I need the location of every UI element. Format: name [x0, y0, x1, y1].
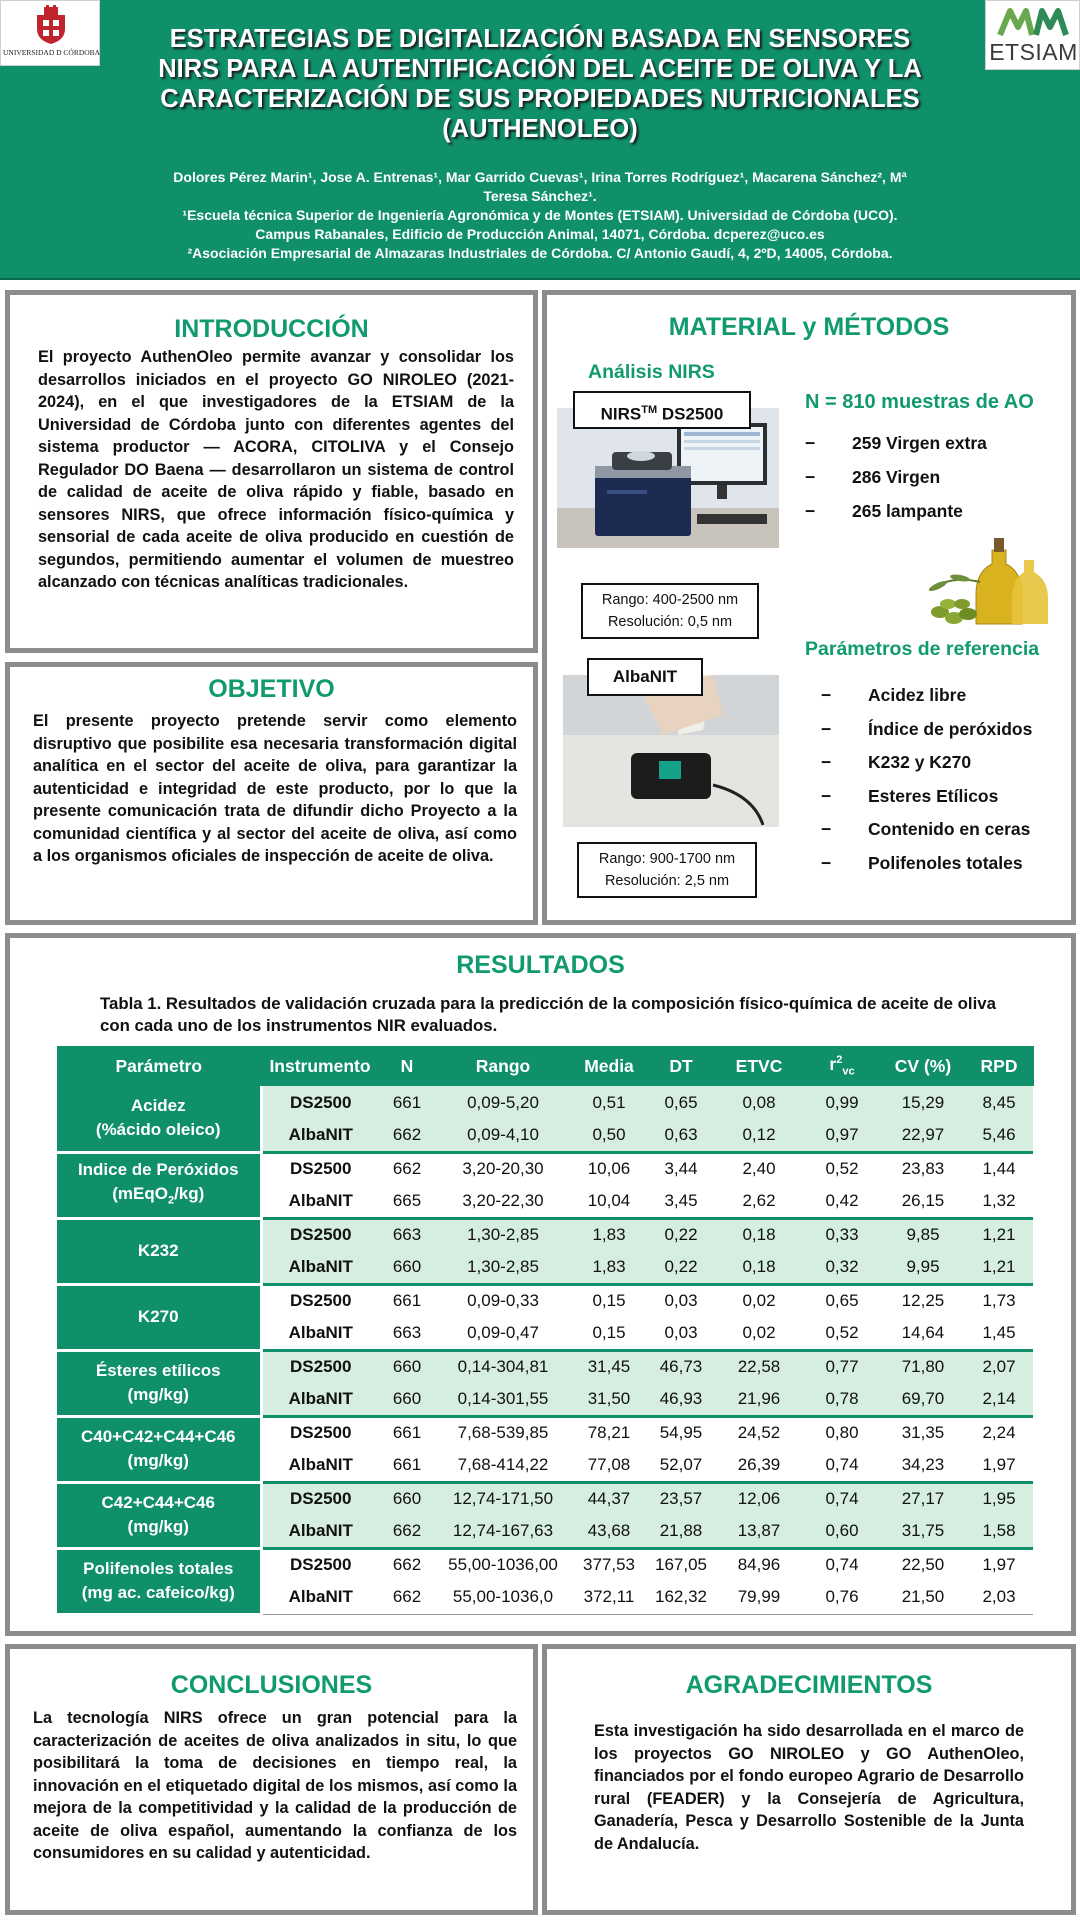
objective-text: El presente proyecto pretende servir como elemento disruptivo que posibilite esa necesaria transformación digital analítica en el sector del aceite de oliva, para garantizar la autenticidad e integridad de este producto, por lo que la presente comunicación trata de difundir dicho Proyecto a la comunidad científica y al sector del aceite de oliva, así como a los organismos oficiales de inspección de aceite de oliva. — [33, 712, 517, 865]
instrument-cell: AlbaNIT — [261, 1515, 379, 1548]
affiliation-line: ²Asociación Empresarial de Almazaras Industriales de Córdoba. C/ Antonio Gaudí, 4, 2ºD, 14005, Córdoba. — [187, 245, 893, 261]
col-header: DT — [647, 1046, 715, 1086]
dash-icon: − — [821, 852, 832, 873]
value-cell: 0,18 — [715, 1251, 803, 1284]
introduction-panel — [5, 290, 538, 653]
instrument-cell: AlbaNIT — [261, 1383, 379, 1416]
col-header: CV (%) — [881, 1046, 965, 1086]
value-cell: 0,60 — [803, 1515, 881, 1548]
albanit-label: AlbaNIT — [587, 658, 703, 696]
value-cell: 0,02 — [715, 1284, 803, 1317]
instrument-cell: DS2500 — [261, 1482, 379, 1515]
value-cell: 0,51 — [571, 1086, 647, 1119]
value-cell: 1,21 — [965, 1251, 1033, 1284]
parameter-unit — [57, 1581, 260, 1605]
ds2500-range: Rango: 400-2500 nm — [601, 592, 739, 608]
instrument-cell: AlbaNIT — [261, 1251, 379, 1284]
results-table-body — [57, 1086, 1033, 1614]
value-cell: 660 — [379, 1251, 435, 1284]
value-cell: 12,06 — [715, 1482, 803, 1515]
table-row — [57, 1548, 1033, 1581]
value-cell: 12,74-167,63 — [435, 1515, 571, 1548]
parameter-cell — [57, 1152, 261, 1218]
value-cell: 21,88 — [647, 1515, 715, 1548]
value-cell: 0,02 — [715, 1317, 803, 1350]
value-cell: 0,09-0,33 — [435, 1284, 571, 1317]
value-cell: 0,52 — [803, 1152, 881, 1185]
value-cell: 0,03 — [647, 1317, 715, 1350]
crest-icon — [34, 5, 68, 45]
title-line: NIRS PARA LA AUTENTIFICACIÓN DEL ACEITE DE OLIVA Y LA — [158, 55, 922, 83]
value-cell: 663 — [379, 1218, 435, 1251]
albanit-resolution: Resolución: 2,5 nm — [604, 873, 730, 889]
col-header: RPD — [965, 1046, 1033, 1086]
parameter-name: Indice de Peróxidos — [77, 1159, 239, 1179]
parameter-unit — [57, 1118, 260, 1142]
value-cell: 0,63 — [647, 1119, 715, 1152]
value-cell: 662 — [379, 1548, 435, 1581]
value-cell: 22,58 — [715, 1350, 803, 1383]
title-line: ESTRATEGIAS DE DIGITALIZACIÓN BASADA EN SENSORES — [169, 25, 911, 53]
value-cell: 660 — [379, 1482, 435, 1515]
sample-label: 259 Virgen extra — [852, 433, 987, 453]
value-cell: 0,74 — [803, 1449, 881, 1482]
value-cell: 660 — [379, 1350, 435, 1383]
acknowledgements-text: Esta investigación ha sido desarrollada en el marco de los proyectos GO NIROLEO y GO AuthenOleo, financiados por el fondo europeo Agrario de Desarrollo rural (FEADER) y la Consejería de Agricultura, Ganadería, Pesca y Desarrollo Sostenible de la Junta de Andalucía. — [594, 1722, 1024, 1853]
value-cell: 9,85 — [881, 1218, 965, 1251]
parameter-cell — [57, 1416, 261, 1482]
value-cell: 660 — [379, 1383, 435, 1416]
value-cell: 31,50 — [571, 1383, 647, 1416]
value-cell: 167,05 — [647, 1548, 715, 1581]
list-item — [821, 719, 1071, 753]
value-cell: 2,14 — [965, 1383, 1033, 1416]
value-cell: 55,00-1036,0 — [435, 1581, 571, 1614]
value-cell: 0,99 — [803, 1086, 881, 1119]
value-cell: 78,21 — [571, 1416, 647, 1449]
value-cell: 7,68-539,85 — [435, 1416, 571, 1449]
unit-subscript: 2 — [167, 1194, 175, 1207]
ds2500-label — [573, 391, 751, 429]
parameter-unit — [57, 1449, 260, 1473]
value-cell: 2,03 — [965, 1581, 1033, 1614]
value-cell: 1,95 — [965, 1482, 1033, 1515]
col-header: Media — [571, 1046, 647, 1086]
instrument-cell: DS2500 — [261, 1218, 379, 1251]
value-cell: 662 — [379, 1581, 435, 1614]
value-cell: 0,52 — [803, 1317, 881, 1350]
value-cell: 31,45 — [571, 1350, 647, 1383]
parameter-name: K232 — [137, 1241, 179, 1260]
ds2500-model: DS2500 — [657, 404, 724, 424]
authors-line: Dolores Pérez Marin¹, Jose A. Entrenas¹, Mar Garrido Cuevas¹, Irina Torres Rodríguez¹, Macarena Sánchez², Mª — [173, 169, 907, 185]
list-item — [821, 853, 1071, 887]
value-cell: 77,08 — [571, 1449, 647, 1482]
unit-text: (mg/kg) — [127, 1385, 189, 1404]
value-cell: 0,18 — [715, 1218, 803, 1251]
affiliation-line: ¹Escuela técnica Superior de Ingeniería Agronómica y de Montes (ETSIAM). Universidad de Córdoba (UCO). — [182, 207, 898, 223]
conclusions-title: CONCLUSIONES — [170, 1671, 373, 1699]
parameter-label: K232 y K270 — [868, 752, 972, 772]
value-cell: 27,17 — [881, 1482, 965, 1515]
value-cell: 662 — [379, 1119, 435, 1152]
table-row — [57, 1086, 1033, 1119]
value-cell: 34,23 — [881, 1449, 965, 1482]
university-logo-text: UNIVERSIDAD D CÓRDOBA — [3, 48, 101, 57]
parameter-label: Contenido en ceras — [868, 819, 1031, 839]
value-cell: 46,93 — [647, 1383, 715, 1416]
value-cell: 0,09-0,47 — [435, 1317, 571, 1350]
value-cell: 24,52 — [715, 1416, 803, 1449]
value-cell: 1,30-2,85 — [435, 1251, 571, 1284]
conclusions-panel — [5, 1644, 538, 1915]
albanit-range: Rango: 900-1700 nm — [598, 851, 736, 867]
table-row — [57, 1218, 1033, 1251]
value-cell: 2,40 — [715, 1152, 803, 1185]
list-item — [805, 467, 1075, 501]
objective-title: OBJETIVO — [208, 675, 335, 703]
value-cell: 1,83 — [571, 1218, 647, 1251]
etsiam-mark-icon — [996, 7, 1070, 37]
value-cell: 26,39 — [715, 1449, 803, 1482]
authors-line: Teresa Sánchez¹. — [483, 188, 597, 204]
value-cell: 12,25 — [881, 1284, 965, 1317]
results-title: RESULTADOS — [456, 951, 625, 979]
parameter-cell — [57, 1350, 261, 1416]
value-cell: 22,97 — [881, 1119, 965, 1152]
objective-panel — [5, 662, 538, 925]
value-cell: 0,78 — [803, 1383, 881, 1416]
value-cell: 7,68-414,22 — [435, 1449, 571, 1482]
sample-label: 265 lampante — [852, 501, 963, 521]
parameter-name: Ésteres etílicos — [95, 1361, 221, 1380]
value-cell: 0,97 — [803, 1119, 881, 1152]
acknowledgements-panel — [542, 1644, 1076, 1915]
value-cell: 661 — [379, 1449, 435, 1482]
table-header-row — [57, 1046, 1033, 1086]
table-row — [57, 1284, 1033, 1317]
value-cell: 69,70 — [881, 1383, 965, 1416]
value-cell: 0,76 — [803, 1581, 881, 1614]
parameter-unit — [57, 1515, 260, 1539]
value-cell: 43,68 — [571, 1515, 647, 1548]
table-row — [57, 1152, 1033, 1185]
instrument-cell: AlbaNIT — [261, 1317, 379, 1350]
value-cell: 2,07 — [965, 1350, 1033, 1383]
dash-icon: − — [821, 718, 832, 739]
methods-panel — [542, 290, 1076, 925]
value-cell: 0,09-4,10 — [435, 1119, 571, 1152]
unit-text: (mg/kg) — [127, 1451, 189, 1470]
value-cell: 55,00-1036,00 — [435, 1548, 571, 1581]
value-cell: 1,58 — [965, 1515, 1033, 1548]
value-cell: 0,14-301,55 — [435, 1383, 571, 1416]
value-cell: 13,87 — [715, 1515, 803, 1548]
poster-title — [120, 24, 960, 144]
value-cell: 0,74 — [803, 1548, 881, 1581]
parameter-name: C40+C42+C44+C46 — [80, 1427, 236, 1446]
list-item — [821, 819, 1071, 853]
introduction-text: El proyecto AuthenOleo permite avanzar y consolidar los desarrollos iniciados en el proyecto GO NIROLEO (2021-2024), en el que investigadores de la ETSIAM de la Universidad de Córdoba junto con diferentes agentes del sistema productor — ACORA, CITOLIVA y el Consejo Regulador DO Baena — desarrollaron un sistema de control de calidad de aceite de oliva rápido y fiable, basado en sensores NIRS, que ofrece información físico-química y sensorial de cada aceite de oliva producido en cuestión de segundos, permitiendo aumentar el volumen de muestreo alcanzado con técnicas analíticas tradicionales. — [38, 348, 514, 591]
table-row — [57, 1416, 1033, 1449]
value-cell: 1,97 — [965, 1548, 1033, 1581]
value-cell: 71,80 — [881, 1350, 965, 1383]
value-cell: 31,35 — [881, 1416, 965, 1449]
parameter-cell — [57, 1086, 261, 1152]
value-cell: 84,96 — [715, 1548, 803, 1581]
instrument-cell: DS2500 — [261, 1416, 379, 1449]
instrument-cell: AlbaNIT — [261, 1581, 379, 1614]
r-subscript: vc — [842, 1065, 855, 1078]
value-cell: 1,21 — [965, 1218, 1033, 1251]
instrument-cell: AlbaNIT — [261, 1449, 379, 1482]
value-cell: 0,32 — [803, 1251, 881, 1284]
instrument-cell: DS2500 — [261, 1284, 379, 1317]
value-cell: 10,06 — [571, 1152, 647, 1185]
parameter-name: C42+C44+C46 — [101, 1493, 215, 1512]
parameter-unit — [57, 1182, 260, 1212]
table-row — [57, 1482, 1033, 1515]
reference-parameters-title: Parámetros de referencia — [805, 638, 1040, 660]
table-row — [57, 1350, 1033, 1383]
list-item — [821, 786, 1071, 820]
value-cell: 0,14-304,81 — [435, 1350, 571, 1383]
affiliation-line: Campus Rabanales, Edificio de Producción Animal, 14071, Córdoba. dcperez@uco.es — [255, 226, 825, 242]
value-cell: 661 — [379, 1284, 435, 1317]
dash-icon: − — [805, 501, 816, 521]
list-item — [805, 433, 1075, 467]
ds2500-trademark: TM — [641, 404, 658, 416]
value-cell: 0,22 — [647, 1251, 715, 1284]
acknowledgements-title: AGRADECIMIENTOS — [685, 1671, 933, 1699]
col-header: Parámetro — [57, 1046, 261, 1086]
col-header: N — [379, 1046, 435, 1086]
dash-icon: − — [821, 685, 832, 705]
value-cell: 663 — [379, 1317, 435, 1350]
r-symbol: r — [829, 1054, 837, 1075]
value-cell: 10,04 — [571, 1185, 647, 1218]
list-item — [821, 752, 1071, 786]
parameter-cell — [57, 1548, 261, 1614]
methods-title: MATERIAL y MÉTODOS — [668, 313, 950, 341]
unit-text: (mg ac. cafeico/kg) — [81, 1583, 235, 1602]
value-cell: 0,33 — [803, 1218, 881, 1251]
dash-icon: − — [821, 785, 832, 806]
samples-title: N = 810 muestras de AO — [805, 391, 1034, 413]
value-cell: 3,20-20,30 — [435, 1152, 571, 1185]
value-cell: 12,74-171,50 — [435, 1482, 571, 1515]
instrument-cell: AlbaNIT — [261, 1119, 379, 1152]
table-caption: Tabla 1. Resultados de validación cruzada para la predicción de la composición físico-química de aceite de oliva con cada uno de los instrumentos NIR evaluados. — [100, 994, 996, 1035]
value-cell: 8,45 — [965, 1086, 1033, 1119]
albanit-instrument-icon — [563, 675, 779, 827]
value-cell: 21,50 — [881, 1581, 965, 1614]
col-header — [803, 1046, 881, 1086]
value-cell: 2,24 — [965, 1416, 1033, 1449]
results-table — [57, 1046, 1034, 1616]
r-superscript: 2 — [836, 1054, 843, 1067]
etsiam-logo — [985, 0, 1080, 70]
unit-text: (mg/kg) — [127, 1517, 189, 1536]
parameter-label: Polifenoles totales — [868, 852, 1023, 873]
parameter-name: K270 — [137, 1307, 179, 1326]
instrument-cell: DS2500 — [261, 1548, 379, 1581]
value-cell: 0,65 — [803, 1284, 881, 1317]
value-cell: 1,73 — [965, 1284, 1033, 1317]
col-header: Rango — [435, 1046, 571, 1086]
value-cell: 3,45 — [647, 1185, 715, 1218]
dash-icon: − — [821, 819, 832, 839]
value-cell: 9,95 — [881, 1251, 965, 1284]
parameter-label: Esteres Etílicos — [868, 785, 999, 806]
value-cell: 0,15 — [571, 1317, 647, 1350]
albanit-photo — [563, 675, 779, 827]
value-cell: 3,44 — [647, 1152, 715, 1185]
value-cell: 662 — [379, 1515, 435, 1548]
value-cell: 662 — [379, 1152, 435, 1185]
value-cell: 372,11 — [571, 1581, 647, 1614]
value-cell: 14,64 — [881, 1317, 965, 1350]
col-header: ETVC — [715, 1046, 803, 1086]
value-cell: 0,50 — [571, 1119, 647, 1152]
ds2500-resolution: Resolución: 0,5 nm — [607, 614, 733, 630]
value-cell: 26,15 — [881, 1185, 965, 1218]
list-item — [821, 685, 1071, 719]
etsiam-logo-text: ETSIAM — [989, 39, 1078, 65]
value-cell: 79,99 — [715, 1581, 803, 1614]
instrument-cell: DS2500 — [261, 1350, 379, 1383]
value-cell: 1,83 — [571, 1251, 647, 1284]
albanit-specs — [577, 842, 757, 898]
value-cell: 661 — [379, 1086, 435, 1119]
value-cell: 1,44 — [965, 1152, 1033, 1185]
dash-icon: − — [805, 433, 816, 453]
value-cell: 0,08 — [715, 1086, 803, 1119]
title-line: CARACTERIZACIÓN DE SUS PROPIEDADES NUTRICIONALES — [160, 85, 920, 113]
value-cell: 0,65 — [647, 1086, 715, 1119]
value-cell: 665 — [379, 1185, 435, 1218]
value-cell: 0,22 — [647, 1218, 715, 1251]
parameter-cell — [57, 1482, 261, 1548]
nirs-analysis-subtitle: Análisis NIRS — [588, 361, 715, 383]
conclusions-text: La tecnología NIRS ofrece un gran potencial para la caracterización de aceites de oliva analizados in situ, lo que posibilitará la toma de decisiones en tiempo real, la innovación en el etiquetado digital de los mismos, así como la mejora de la competitividad y la calidad de la producción de aceite de oliva español, aumentando la confianza de los consumidores en su calidad y autenticidad. — [33, 1709, 517, 1862]
unit-text: (mEqO — [112, 1183, 168, 1203]
value-cell: 52,07 — [647, 1449, 715, 1482]
value-cell: 15,29 — [881, 1086, 965, 1119]
value-cell: 31,75 — [881, 1515, 965, 1548]
olive-oil-illustration — [920, 520, 1060, 630]
col-header: Instrumento — [261, 1046, 379, 1086]
value-cell: 1,97 — [965, 1449, 1033, 1482]
value-cell: 0,74 — [803, 1482, 881, 1515]
parameter-label: Acidez libre — [868, 685, 967, 705]
value-cell: 377,53 — [571, 1548, 647, 1581]
value-cell: 2,62 — [715, 1185, 803, 1218]
value-cell: 1,30-2,85 — [435, 1218, 571, 1251]
value-cell: 23,83 — [881, 1152, 965, 1185]
value-cell: 661 — [379, 1416, 435, 1449]
value-cell: 0,12 — [715, 1119, 803, 1152]
value-cell: 5,46 — [965, 1119, 1033, 1152]
value-cell: 1,45 — [965, 1317, 1033, 1350]
value-cell: 162,32 — [647, 1581, 715, 1614]
value-cell: 3,20-22,30 — [435, 1185, 571, 1218]
instrument-cell: DS2500 — [261, 1152, 379, 1185]
ds2500-name: NIRS — [600, 404, 642, 424]
instrument-cell: AlbaNIT — [261, 1185, 379, 1218]
value-cell: 0,80 — [803, 1416, 881, 1449]
value-cell: 22,50 — [881, 1548, 965, 1581]
value-cell: 0,77 — [803, 1350, 881, 1383]
value-cell: 0,15 — [571, 1284, 647, 1317]
instrument-cell: DS2500 — [261, 1086, 379, 1119]
unit-text: (%ácido oleico) — [95, 1120, 221, 1140]
value-cell: 23,57 — [647, 1482, 715, 1515]
introduction-title: INTRODUCCIÓN — [174, 315, 369, 343]
value-cell: 0,42 — [803, 1185, 881, 1218]
university-logo — [0, 0, 100, 66]
authors-block — [90, 168, 990, 263]
dash-icon: − — [805, 467, 816, 487]
parameter-name: Polifenoles totales — [83, 1559, 234, 1578]
unit-tail: /kg) — [174, 1183, 205, 1203]
value-cell: 21,96 — [715, 1383, 803, 1416]
value-cell: 54,95 — [647, 1416, 715, 1449]
value-cell: 44,37 — [571, 1482, 647, 1515]
parameter-name: Acidez — [130, 1096, 186, 1116]
parameter-unit — [57, 1383, 260, 1407]
value-cell: 1,32 — [965, 1185, 1033, 1218]
reference-parameters-list — [821, 685, 1071, 886]
title-line: (AUTHENOLEO) — [442, 115, 638, 143]
value-cell: 0,03 — [647, 1284, 715, 1317]
parameter-label: Índice de peróxidos — [868, 718, 1033, 739]
ds2500-specs — [581, 583, 759, 639]
value-cell: 46,73 — [647, 1350, 715, 1383]
poster-header — [0, 0, 1080, 280]
value-cell: 0,09-5,20 — [435, 1086, 571, 1119]
parameter-cell — [57, 1218, 261, 1284]
sample-label: 286 Virgen — [852, 467, 941, 487]
dash-icon: − — [821, 752, 832, 772]
results-panel — [5, 933, 1076, 1636]
parameter-cell — [57, 1284, 261, 1350]
